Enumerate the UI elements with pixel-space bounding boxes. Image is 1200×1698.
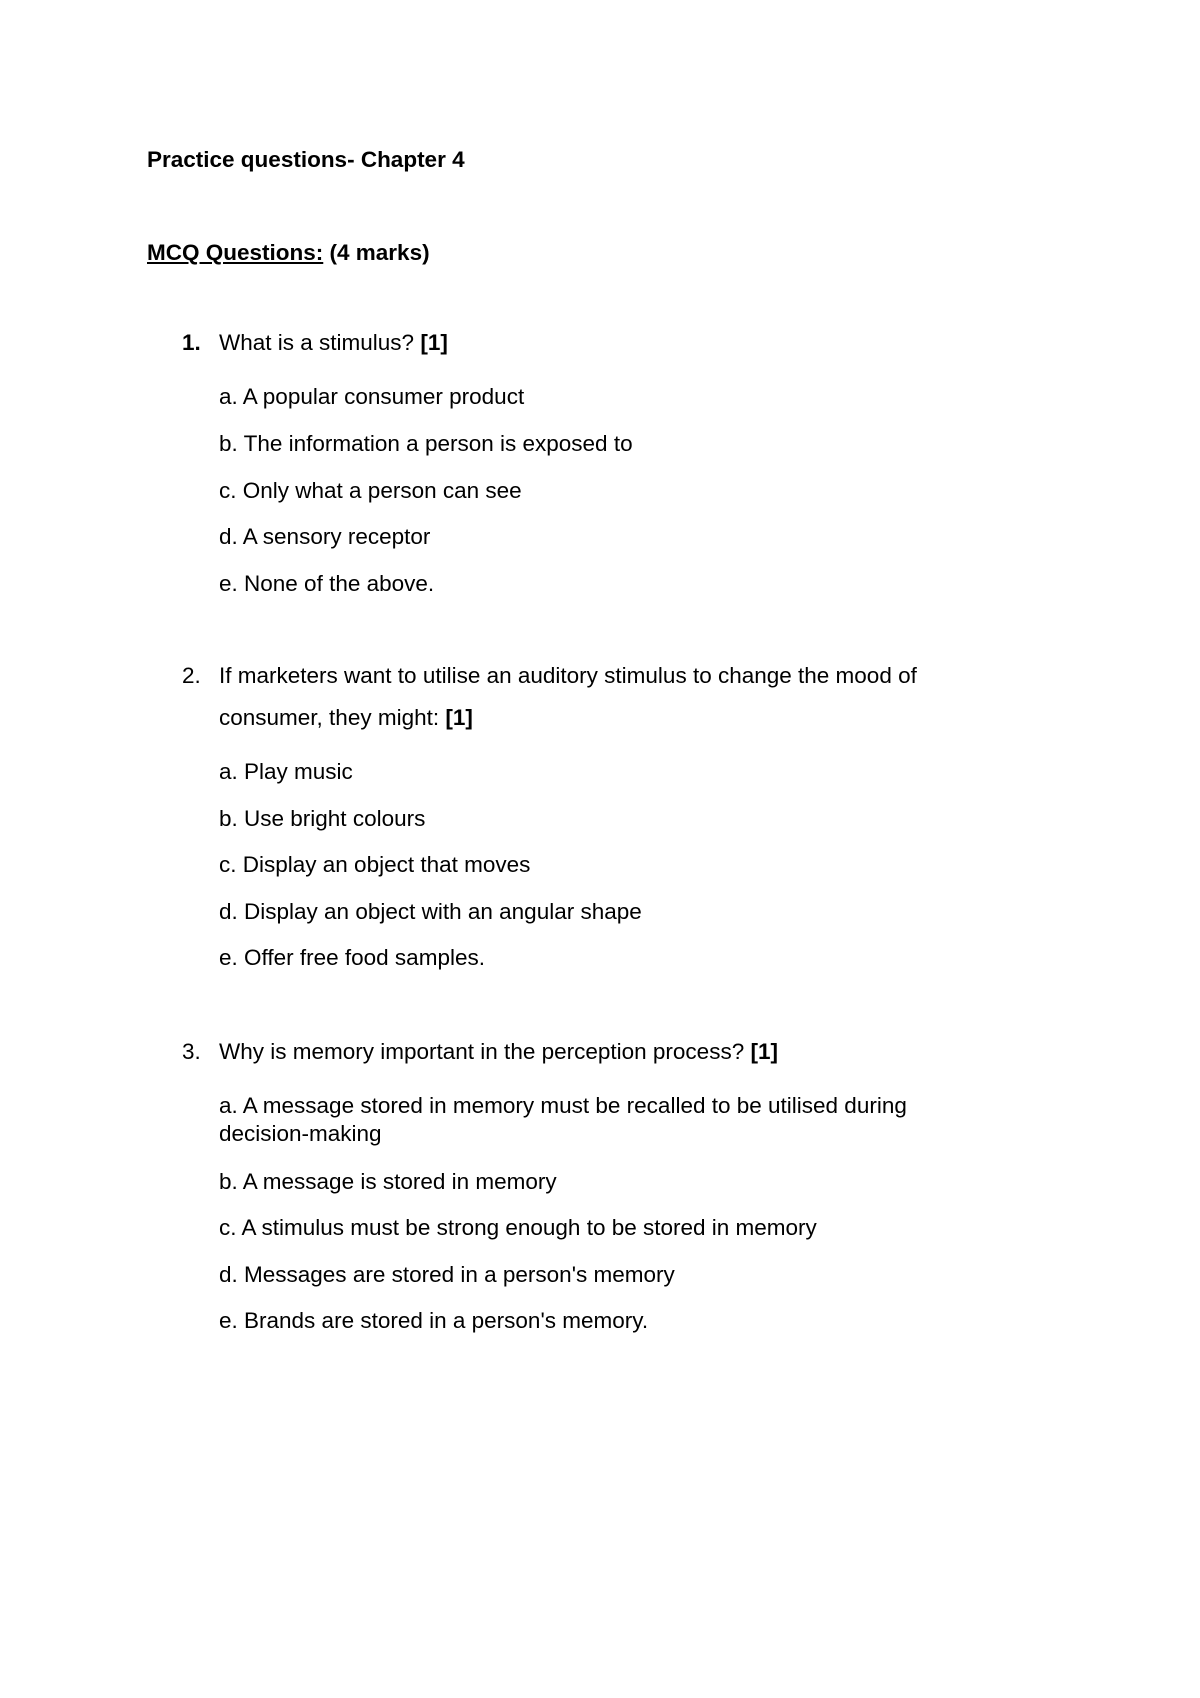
option-c: c. A stimulus must be strong enough to be stored in memory xyxy=(219,1215,817,1240)
option-a: a. Play music xyxy=(219,759,353,784)
question-text-line-2 xyxy=(219,697,1009,739)
question-prompt: What is a stimulus? xyxy=(219,330,421,355)
option-d: d. A sensory receptor xyxy=(219,524,431,549)
option-a: a. A popular consumer product xyxy=(219,384,525,409)
option-e: e. Brands are stored in a person's memory. xyxy=(219,1308,649,1333)
question-text-line-1: If marketers want to utilise an auditory stimulus to change the mood of xyxy=(219,663,917,688)
option-b: b. The information a person is exposed to xyxy=(219,431,633,456)
option-c: c. Only what a person can see xyxy=(219,478,522,503)
question-number: 3. xyxy=(182,1039,201,1064)
option-e: e. Offer free food samples. xyxy=(219,945,485,970)
option-d: d. Messages are stored in a person's memory xyxy=(219,1262,675,1287)
option-a: a. A message stored in memory must be recalled to be utilised during decision-making xyxy=(219,1093,907,1146)
section-heading xyxy=(147,239,430,267)
option-b: b. A message is stored in memory xyxy=(219,1169,557,1194)
section-marks: (4 marks) xyxy=(323,240,430,265)
question-marks: [1] xyxy=(445,705,473,730)
question-marks: [1] xyxy=(420,330,448,355)
option-b: b. Use bright colours xyxy=(219,806,426,831)
question-text xyxy=(219,1031,1009,1073)
question-prompt: Why is memory important in the perception process? xyxy=(219,1039,751,1064)
question-text xyxy=(219,322,1009,364)
question-number: 2. xyxy=(182,663,201,688)
question-prompt: consumer, they might: xyxy=(219,705,446,730)
option-d: d. Display an object with an angular shape xyxy=(219,899,642,924)
question-number: 1. xyxy=(182,330,201,355)
question-marks: [1] xyxy=(750,1039,778,1064)
section-heading-label: MCQ Questions: xyxy=(147,240,324,265)
option-c: c. Display an object that moves xyxy=(219,852,531,877)
document-title: Practice questions- Chapter 4 xyxy=(147,147,465,172)
option-e: e. None of the above. xyxy=(219,571,435,596)
